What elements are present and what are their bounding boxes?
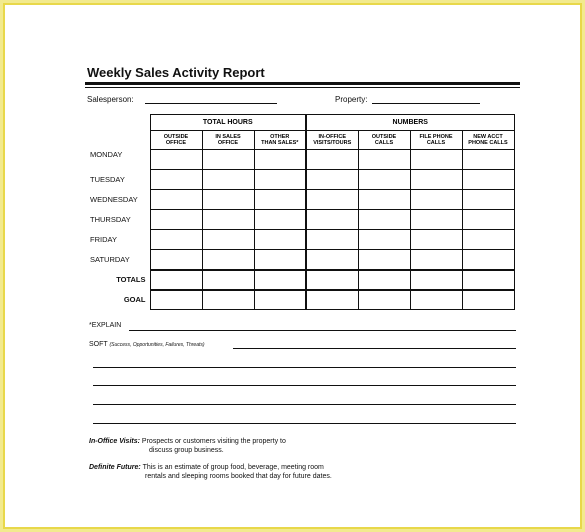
table-cell[interactable] bbox=[254, 210, 306, 230]
table-cell[interactable] bbox=[410, 290, 462, 310]
definition-text: Prospects or customers visiting the property to bbox=[141, 438, 286, 445]
day-label: TUESDAY bbox=[90, 175, 125, 184]
table-cell[interactable] bbox=[358, 270, 410, 290]
soft-line[interactable] bbox=[233, 348, 516, 349]
col-label-line2: OFFICE bbox=[165, 140, 187, 146]
table-cell[interactable] bbox=[410, 210, 462, 230]
table-row bbox=[90, 250, 514, 270]
definition-text: rentals and sleeping rooms booked that day for future dates. bbox=[145, 473, 332, 480]
table-row bbox=[90, 150, 514, 170]
salesperson-line[interactable] bbox=[145, 103, 277, 104]
col-label-line2: OFFICE bbox=[217, 140, 239, 146]
table-cell[interactable] bbox=[462, 150, 514, 170]
table-row bbox=[90, 170, 514, 190]
writing-line[interactable] bbox=[93, 367, 516, 368]
table-cell[interactable] bbox=[150, 290, 202, 310]
col-label-line1: IN-OFFICE bbox=[318, 133, 346, 140]
table-cell[interactable] bbox=[410, 270, 462, 290]
table-cell[interactable] bbox=[306, 230, 358, 250]
day-label: WEDNESDAY bbox=[90, 195, 138, 204]
col-in-sales-office bbox=[202, 131, 254, 150]
col-label-line1: IN SALES bbox=[215, 133, 241, 140]
col-file-phone-calls bbox=[410, 131, 462, 150]
table-cell[interactable] bbox=[150, 170, 202, 190]
day-label: THURSDAY bbox=[90, 215, 131, 224]
table-cell[interactable] bbox=[202, 170, 254, 190]
day-label: SATURDAY bbox=[90, 255, 130, 264]
definition-in-office bbox=[89, 437, 286, 455]
table-cell[interactable] bbox=[410, 190, 462, 210]
explain-line[interactable] bbox=[129, 330, 516, 331]
writing-line[interactable] bbox=[93, 385, 516, 386]
table-cell[interactable] bbox=[462, 170, 514, 190]
table-cell[interactable] bbox=[150, 230, 202, 250]
soft-note: (Success, Opportunities, Failures, Threats) bbox=[109, 342, 205, 348]
table-cell[interactable] bbox=[150, 190, 202, 210]
table-cell[interactable] bbox=[202, 230, 254, 250]
property-label: Property: bbox=[335, 95, 368, 104]
table-cell[interactable] bbox=[410, 150, 462, 170]
table-cell[interactable] bbox=[254, 270, 306, 290]
table-cell[interactable] bbox=[358, 210, 410, 230]
table-cell[interactable] bbox=[150, 150, 202, 170]
table-cell[interactable] bbox=[202, 250, 254, 270]
goal-row bbox=[90, 290, 514, 310]
definition-term: Definite Future: bbox=[89, 464, 141, 471]
table-cell[interactable] bbox=[462, 190, 514, 210]
totals-label: TOTALS bbox=[116, 275, 146, 284]
sales-activity-table bbox=[90, 114, 515, 310]
table-cell[interactable] bbox=[462, 270, 514, 290]
group-total-hours: TOTAL HOURS bbox=[150, 115, 306, 131]
table-cell[interactable] bbox=[254, 150, 306, 170]
col-label-line2: PHONE CALLS bbox=[468, 140, 508, 146]
table-cell[interactable] bbox=[202, 190, 254, 210]
table-cell[interactable] bbox=[462, 290, 514, 310]
title-rule-thin bbox=[85, 87, 520, 88]
title-rule-thick bbox=[85, 82, 520, 85]
table-cell[interactable] bbox=[254, 290, 306, 310]
col-label-line1: OTHER bbox=[270, 133, 290, 140]
col-label-line2: VISITS/TOURS bbox=[313, 140, 352, 146]
table-cell[interactable] bbox=[358, 170, 410, 190]
col-label-line1: OUTSIDE bbox=[371, 133, 397, 140]
soft-label: SOFT bbox=[89, 341, 108, 348]
table-cell[interactable] bbox=[254, 170, 306, 190]
header-spacer bbox=[90, 115, 150, 131]
writing-line[interactable] bbox=[93, 404, 516, 405]
table-cell[interactable] bbox=[306, 290, 358, 310]
soft-label-wrap bbox=[89, 341, 205, 348]
col-label-line2: THAN SALES* bbox=[261, 140, 299, 146]
table-cell[interactable] bbox=[306, 170, 358, 190]
property-line[interactable] bbox=[372, 103, 480, 104]
table-cell[interactable] bbox=[202, 150, 254, 170]
table-cell[interactable] bbox=[358, 190, 410, 210]
col-other-than-sales bbox=[254, 131, 306, 150]
group-numbers: NUMBERS bbox=[306, 115, 514, 131]
table-cell[interactable] bbox=[150, 270, 202, 290]
definition-text: discuss group business. bbox=[149, 447, 224, 454]
table-cell[interactable] bbox=[358, 250, 410, 270]
table-cell[interactable] bbox=[254, 250, 306, 270]
table-row bbox=[90, 230, 514, 250]
day-label: FRIDAY bbox=[90, 235, 117, 244]
col-outside-office bbox=[150, 131, 202, 150]
col-label-line1: OUTSIDE bbox=[163, 133, 189, 140]
table-cell[interactable] bbox=[462, 230, 514, 250]
col-label-line1: FILE PHONE bbox=[419, 133, 453, 140]
col-label-line1: NEW ACCT bbox=[473, 133, 503, 140]
totals-row bbox=[90, 270, 514, 290]
report-title: Weekly Sales Activity Report bbox=[87, 65, 265, 80]
col-outside-calls bbox=[358, 131, 410, 150]
table-cell[interactable] bbox=[254, 230, 306, 250]
table-cell[interactable] bbox=[150, 250, 202, 270]
table-row bbox=[90, 190, 514, 210]
table-cell[interactable] bbox=[358, 150, 410, 170]
table-cell[interactable] bbox=[306, 150, 358, 170]
table-cell[interactable] bbox=[202, 270, 254, 290]
table-cell[interactable] bbox=[462, 250, 514, 270]
table-cell[interactable] bbox=[254, 190, 306, 210]
document-page bbox=[3, 3, 582, 529]
table-cell[interactable] bbox=[202, 210, 254, 230]
salesperson-label: Salesperson: bbox=[87, 95, 134, 104]
table-cell[interactable] bbox=[462, 210, 514, 230]
table-cell[interactable] bbox=[410, 250, 462, 270]
table-cell[interactable] bbox=[202, 290, 254, 310]
col-label-line2: CALLS bbox=[374, 140, 394, 146]
table-cell[interactable] bbox=[410, 230, 462, 250]
table-cell[interactable] bbox=[358, 230, 410, 250]
day-label: MONDAY bbox=[90, 149, 123, 159]
subheader-spacer bbox=[90, 131, 150, 150]
definition-definite-future bbox=[89, 463, 332, 481]
table-cell[interactable] bbox=[306, 210, 358, 230]
table-cell[interactable] bbox=[306, 270, 358, 290]
table-cell[interactable] bbox=[306, 190, 358, 210]
definition-text: This is an estimate of group food, beverage, meeting room bbox=[142, 464, 324, 471]
writing-line[interactable] bbox=[93, 423, 516, 424]
table-cell[interactable] bbox=[358, 290, 410, 310]
col-in-office-visits bbox=[306, 131, 358, 150]
table-cell[interactable] bbox=[410, 170, 462, 190]
col-new-acct-phone-calls bbox=[462, 131, 514, 150]
definition-term: In-Office Visits: bbox=[89, 438, 140, 445]
table-row bbox=[90, 210, 514, 230]
table-cell[interactable] bbox=[306, 250, 358, 270]
col-label-line2: CALLS bbox=[426, 140, 446, 146]
table-cell[interactable] bbox=[150, 210, 202, 230]
goal-label: GOAL bbox=[123, 295, 146, 304]
explain-label: *EXPLAIN bbox=[89, 322, 122, 329]
